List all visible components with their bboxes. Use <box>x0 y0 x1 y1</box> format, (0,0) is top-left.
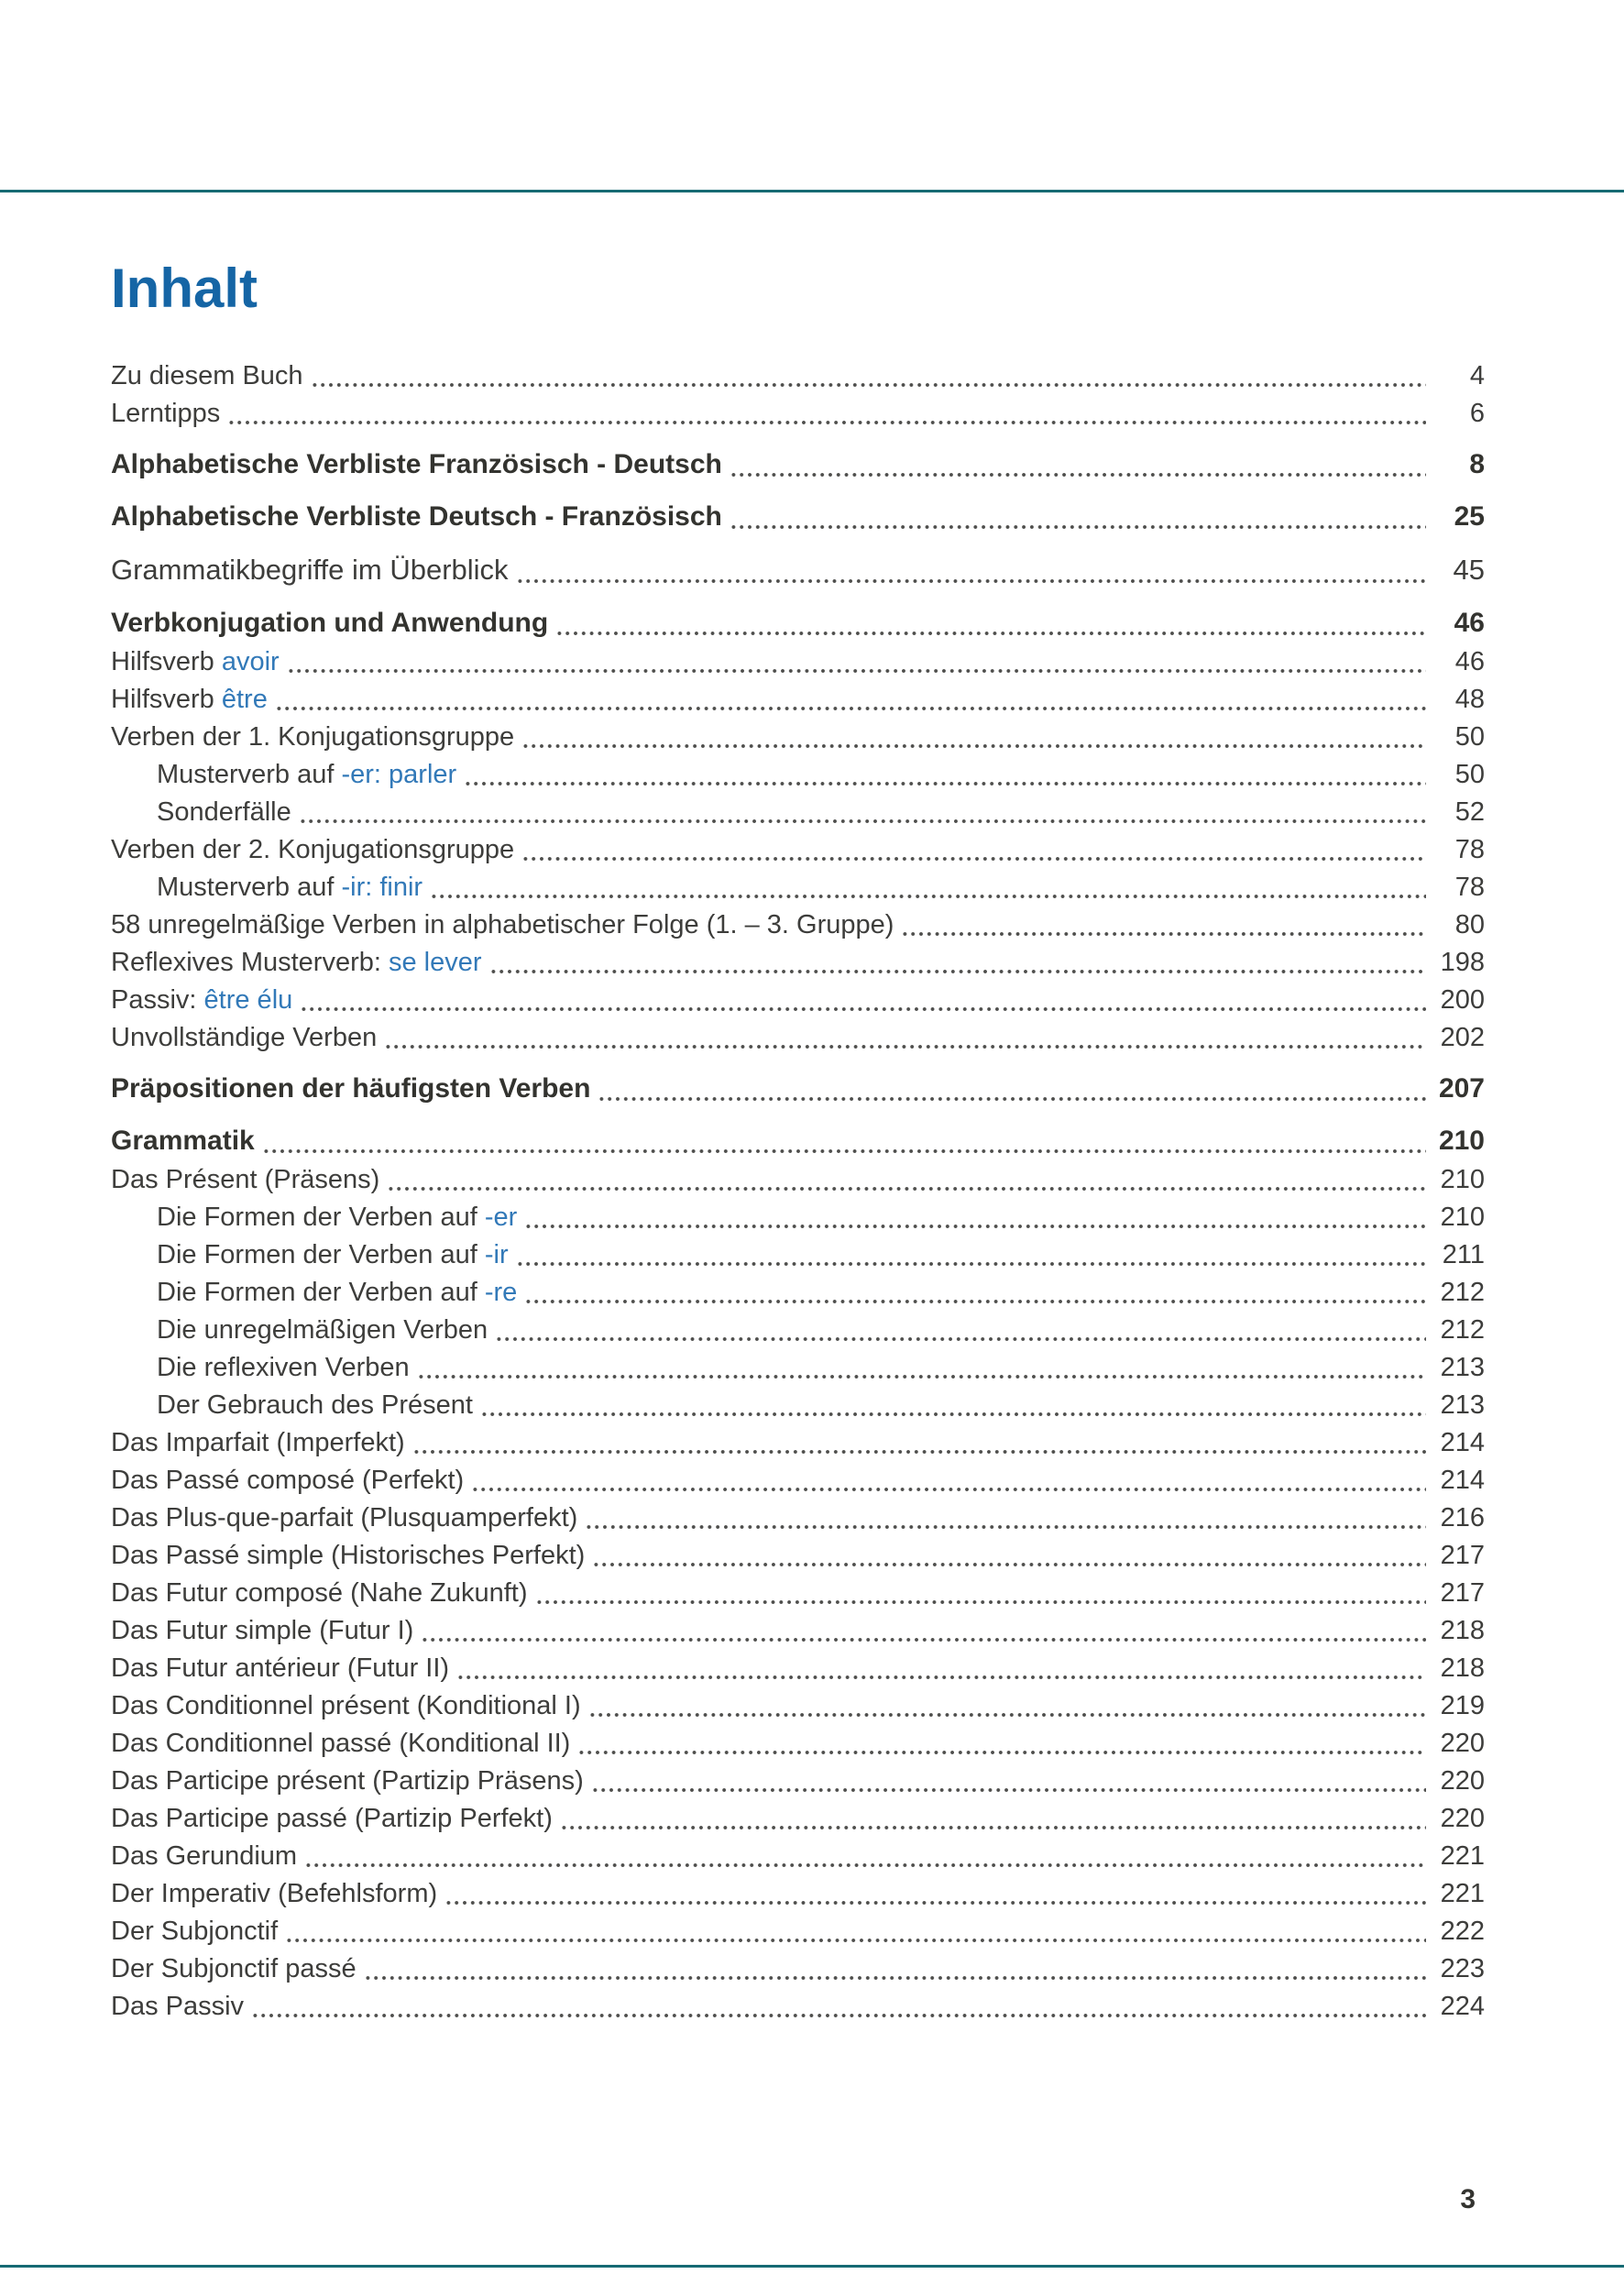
toc-entry <box>111 1537 1485 1575</box>
dot-leader <box>262 1149 1426 1153</box>
toc-entry <box>111 1913 1485 1950</box>
toc-entry-accent-text: -er <box>484 1203 518 1232</box>
toc-entry <box>111 831 1485 869</box>
toc-entry-text: Das Futur antérieur (Futur II) <box>111 1653 450 1683</box>
toc-entry <box>111 1838 1485 1875</box>
toc-entry-accent-text: avoir <box>221 647 280 676</box>
toc-entry-text: Das Passé composé (Perfekt) <box>111 1466 465 1495</box>
toc-entry-page: 220 <box>1440 1804 1485 1833</box>
toc-entry-label <box>157 1199 517 1236</box>
toc-entry-label <box>111 603 548 643</box>
toc-entry-text: Das Futur composé (Nahe Zukunft) <box>111 1578 528 1608</box>
toc-entry-text: Der Subjonctif passé <box>111 1954 357 1983</box>
toc-entry <box>111 1650 1485 1687</box>
toc-entry-text: Präpositionen der häufigsten Verben <box>111 1073 591 1104</box>
toc-entry-page: 216 <box>1440 1503 1485 1532</box>
toc-entry-label <box>111 1537 585 1575</box>
toc-entry-page: 78 <box>1454 835 1485 864</box>
dot-leader <box>901 932 1426 936</box>
toc-entry-page: 210 <box>1438 1126 1485 1156</box>
toc-entry <box>111 549 1485 591</box>
toc-entry <box>111 1387 1485 1424</box>
toc-entry-page: 6 <box>1469 399 1485 428</box>
toc-list <box>111 357 1485 2026</box>
toc-entry-label <box>111 944 482 982</box>
toc-entry <box>111 1875 1485 1913</box>
dot-leader <box>598 1097 1426 1101</box>
toc-entry-label <box>111 1913 278 1950</box>
toc-entry-text: Sonderfälle <box>157 797 291 827</box>
toc-entry <box>111 1500 1485 1537</box>
toc-entry-text: Lerntipps <box>111 399 221 428</box>
toc-entry-text: Das Conditionnel présent (Konditional I) <box>111 1691 581 1720</box>
toc-entry <box>111 357 1485 395</box>
toc-entry-page: 220 <box>1440 1766 1485 1796</box>
toc-entry-text: Die Formen der Verben auf <box>157 1203 485 1232</box>
toc-entry-page: 25 <box>1454 501 1485 532</box>
dot-leader <box>521 744 1426 748</box>
toc-entry-page: 78 <box>1454 873 1485 902</box>
toc-entry-text: Das Futur simple (Futur I) <box>111 1616 414 1645</box>
toc-entry-label <box>111 906 894 944</box>
dot-leader <box>430 895 1426 898</box>
page-title: Inhalt <box>111 258 258 319</box>
dot-leader <box>384 1045 1426 1049</box>
toc-entry-page: 218 <box>1440 1616 1485 1645</box>
toc-entry <box>111 1575 1485 1612</box>
toc-entry <box>111 681 1485 719</box>
toc-entry-page: 211 <box>1442 1240 1485 1269</box>
toc-entry-text: Verbkonjugation und Anwendung <box>111 608 549 638</box>
dot-leader <box>287 669 1426 673</box>
toc-entry-label <box>157 1312 488 1349</box>
toc-entry-page: 212 <box>1440 1315 1485 1345</box>
dot-leader <box>456 1675 1426 1679</box>
dot-leader <box>730 525 1426 529</box>
toc-entry-label <box>111 1161 379 1199</box>
toc-entry-page: 217 <box>1440 1541 1485 1570</box>
toc-entry-text: Die Formen der Verben auf <box>157 1278 485 1307</box>
toc-entry <box>111 1687 1485 1725</box>
toc-entry-text: Der Imperativ (Befehlsform) <box>111 1879 438 1908</box>
toc-entry <box>111 1950 1485 1988</box>
toc-entry-label <box>111 1800 553 1838</box>
toc-entry-page: 219 <box>1440 1691 1485 1720</box>
toc-entry <box>111 1274 1485 1312</box>
toc-entry-label <box>111 1462 464 1500</box>
toc-entry-label <box>111 1500 577 1537</box>
toc-entry <box>111 603 1485 643</box>
toc-entry-text: Alphabetische Verbliste Deutsch - Französisch <box>111 501 722 532</box>
toc-entry-label <box>157 1274 517 1312</box>
dot-leader <box>227 421 1426 424</box>
dot-leader <box>560 1826 1426 1829</box>
toc-entry <box>111 1236 1485 1274</box>
toc-entry <box>111 1988 1485 2026</box>
dot-leader <box>535 1600 1426 1604</box>
dot-leader <box>592 1563 1426 1566</box>
dot-leader <box>464 782 1426 785</box>
toc-entry <box>111 1424 1485 1462</box>
toc-entry <box>111 445 1485 485</box>
toc-entry-label <box>111 1575 528 1612</box>
toc-entry-label <box>111 549 509 591</box>
toc-entry-label <box>157 869 422 906</box>
toc-entry-text: Die Formen der Verben auf <box>157 1240 485 1269</box>
toc-entry <box>111 643 1485 681</box>
toc-entry-text: Das Imparfait (Imperfekt) <box>111 1428 405 1457</box>
dot-leader <box>521 857 1426 861</box>
dot-leader <box>588 1713 1426 1717</box>
toc-entry <box>111 1312 1485 1349</box>
toc-entry-text: Das Présent (Präsens) <box>111 1165 380 1194</box>
toc-entry-text: Das Passiv <box>111 1992 245 2021</box>
toc-entry-page: 46 <box>1454 608 1485 638</box>
dot-leader <box>516 579 1426 583</box>
toc-entry <box>111 1612 1485 1650</box>
toc-entry-page: 221 <box>1440 1879 1485 1908</box>
toc-entry-text: Hilfsverb <box>111 685 222 714</box>
toc-entry-text: Reflexives Musterverb: <box>111 948 389 977</box>
toc-entry-text: Verben der 1. Konjugationsgruppe <box>111 722 515 752</box>
toc-entry-page: 212 <box>1440 1278 1485 1307</box>
toc-entry-text: Musterverb auf <box>157 873 342 902</box>
dot-leader <box>730 473 1426 477</box>
toc-entry-page: 223 <box>1440 1954 1485 1983</box>
toc-entry-label <box>111 1069 590 1109</box>
toc-entry-accent-text: se lever <box>389 948 482 977</box>
toc-entry <box>111 1349 1485 1387</box>
dot-leader <box>524 1225 1426 1228</box>
toc-entry <box>111 497 1485 537</box>
dot-leader <box>300 1007 1426 1011</box>
dot-leader <box>471 1488 1426 1491</box>
toc-entry <box>111 1725 1485 1763</box>
toc-entry-text: Verben der 2. Konjugationsgruppe <box>111 835 515 864</box>
toc-entry-label <box>111 1650 449 1687</box>
bottom-rule <box>0 2265 1624 2268</box>
toc-entry <box>111 869 1485 906</box>
dot-leader <box>577 1751 1426 1754</box>
toc-entry-label <box>111 681 268 719</box>
dot-leader <box>444 1901 1426 1905</box>
toc-entry-text: 58 unregelmäßige Verben in alphabetischer Folge (1. – 3. Gruppe) <box>111 910 894 939</box>
toc-entry-label <box>111 1612 413 1650</box>
dot-leader <box>412 1450 1426 1454</box>
dot-leader <box>585 1525 1426 1529</box>
toc-entry-page: 207 <box>1438 1073 1485 1104</box>
toc-entry-text: Musterverb auf <box>157 760 342 789</box>
toc-entry-page: 213 <box>1440 1390 1485 1420</box>
toc-entry <box>111 1462 1485 1500</box>
toc-entry <box>111 1161 1485 1199</box>
toc-entry-page: 45 <box>1453 554 1485 586</box>
dot-leader <box>387 1187 1426 1191</box>
toc-entry-page: 48 <box>1454 685 1485 714</box>
dot-leader <box>417 1375 1426 1379</box>
toc-entry-label <box>111 1988 244 2026</box>
dot-leader <box>299 819 1426 823</box>
toc-entry-page: 8 <box>1469 449 1485 479</box>
toc-entry-text: Das Plus-que-parfait (Plusquamperfekt) <box>111 1503 578 1532</box>
toc-entry-page: 80 <box>1454 910 1485 939</box>
toc-entry-text: Die unregelmäßigen Verben <box>157 1315 488 1345</box>
toc-entry <box>111 1019 1485 1057</box>
toc-entry <box>111 719 1485 756</box>
dot-leader <box>311 383 1426 387</box>
toc-entry <box>111 1121 1485 1161</box>
toc-entry-text: Hilfsverb <box>111 647 222 676</box>
toc-entry-page: 198 <box>1440 948 1485 977</box>
toc-entry-page: 214 <box>1440 1466 1485 1495</box>
dot-leader <box>495 1337 1426 1341</box>
toc-entry-text: Passiv: <box>111 985 204 1015</box>
toc-entry-text: Das Participe passé (Partizip Perfekt) <box>111 1804 553 1833</box>
toc-entry-page: 52 <box>1454 797 1485 827</box>
toc-entry-text: Unvollständige Verben <box>111 1023 378 1052</box>
toc-entry <box>111 1800 1485 1838</box>
toc-entry-label <box>111 1838 297 1875</box>
toc-entry-label <box>111 982 292 1019</box>
toc-entry-label <box>111 445 722 485</box>
toc-entry-page: 224 <box>1440 1992 1485 2021</box>
toc-entry-label <box>111 643 280 681</box>
dot-leader <box>489 970 1426 973</box>
dot-leader <box>421 1638 1426 1642</box>
toc-entry-label <box>111 1725 570 1763</box>
toc-entry-page: 217 <box>1440 1578 1485 1608</box>
toc-entry-label <box>157 1387 473 1424</box>
toc-entry-label <box>157 756 456 794</box>
toc-entry-page: 202 <box>1440 1023 1485 1052</box>
toc-entry-label <box>111 1763 584 1800</box>
toc-entry-label <box>111 1424 405 1462</box>
toc-entry-label <box>111 831 514 869</box>
dot-leader <box>591 1788 1426 1792</box>
toc-entry-text: Das Passé simple (Historisches Perfekt) <box>111 1541 586 1570</box>
dot-leader <box>251 2014 1426 2017</box>
toc-entry-label <box>111 497 722 537</box>
dot-leader <box>304 1863 1426 1867</box>
toc-entry-accent-text: être élu <box>203 985 293 1015</box>
toc-entry-text: Das Participe présent (Partizip Präsens) <box>111 1766 584 1796</box>
toc-entry-label <box>111 1019 377 1057</box>
toc-entry-text: Zu diesem Buch <box>111 361 303 390</box>
toc-entry-text: Grammatikbegriffe im Überblick <box>111 554 509 586</box>
toc-entry-text: Der Gebrauch des Présent <box>157 1390 473 1420</box>
toc-entry-page: 213 <box>1440 1353 1485 1382</box>
toc-entry <box>111 982 1485 1019</box>
toc-entry-page: 200 <box>1440 985 1485 1015</box>
toc-entry-label <box>157 1349 410 1387</box>
toc-entry-label <box>111 719 514 756</box>
toc-entry-accent-text: être <box>221 685 268 714</box>
toc-entry-page: 46 <box>1454 647 1485 676</box>
toc-entry <box>111 1069 1485 1109</box>
dot-leader <box>480 1412 1426 1416</box>
dot-leader <box>285 1939 1426 1942</box>
toc-entry-label <box>157 794 291 831</box>
toc-entry-text: Der Subjonctif <box>111 1917 279 1946</box>
toc-entry-page: 222 <box>1440 1917 1485 1946</box>
dot-leader <box>275 707 1426 710</box>
toc-entry <box>111 1199 1485 1236</box>
toc-entry-page: 50 <box>1454 760 1485 789</box>
toc-entry-label <box>111 1687 581 1725</box>
toc-entry-text: Die reflexiven Verben <box>157 1353 410 1382</box>
toc-page-content <box>111 192 1485 2026</box>
toc-entry-page: 220 <box>1440 1729 1485 1758</box>
toc-entry <box>111 395 1485 433</box>
toc-entry-text: Grammatik <box>111 1126 255 1156</box>
toc-entry <box>111 756 1485 794</box>
toc-entry-page: 50 <box>1454 722 1485 752</box>
toc-entry-text: Das Conditionnel passé (Konditional II) <box>111 1729 571 1758</box>
toc-entry <box>111 1763 1485 1800</box>
toc-entry-label <box>111 395 220 433</box>
toc-entry <box>111 944 1485 982</box>
toc-entry <box>111 906 1485 944</box>
toc-entry-page: 218 <box>1440 1653 1485 1683</box>
dot-leader <box>524 1300 1426 1303</box>
toc-entry-accent-text: -er: parler <box>341 760 457 789</box>
toc-entry-text: Alphabetische Verbliste Französisch - Deutsch <box>111 449 722 479</box>
dot-leader <box>516 1262 1426 1266</box>
toc-entry-label <box>111 1875 437 1913</box>
toc-entry-text: Das Gerundium <box>111 1841 298 1871</box>
toc-entry-label <box>111 1121 255 1161</box>
toc-entry-page: 221 <box>1440 1841 1485 1871</box>
toc-entry <box>111 794 1485 831</box>
page-number: 3 <box>1460 2184 1476 2214</box>
toc-entry-page: 4 <box>1469 361 1485 390</box>
dot-leader <box>555 632 1426 635</box>
toc-entry-page: 210 <box>1440 1165 1485 1194</box>
toc-entry-accent-text: -ir: finir <box>341 873 423 902</box>
toc-entry-label <box>111 1950 357 1988</box>
dot-leader <box>364 1976 1426 1980</box>
toc-entry-label <box>157 1236 509 1274</box>
toc-entry-page: 210 <box>1440 1203 1485 1232</box>
toc-entry-page: 214 <box>1440 1428 1485 1457</box>
toc-entry-accent-text: -re <box>484 1278 518 1307</box>
toc-entry-label <box>111 357 303 395</box>
toc-entry-accent-text: -ir <box>484 1240 509 1269</box>
